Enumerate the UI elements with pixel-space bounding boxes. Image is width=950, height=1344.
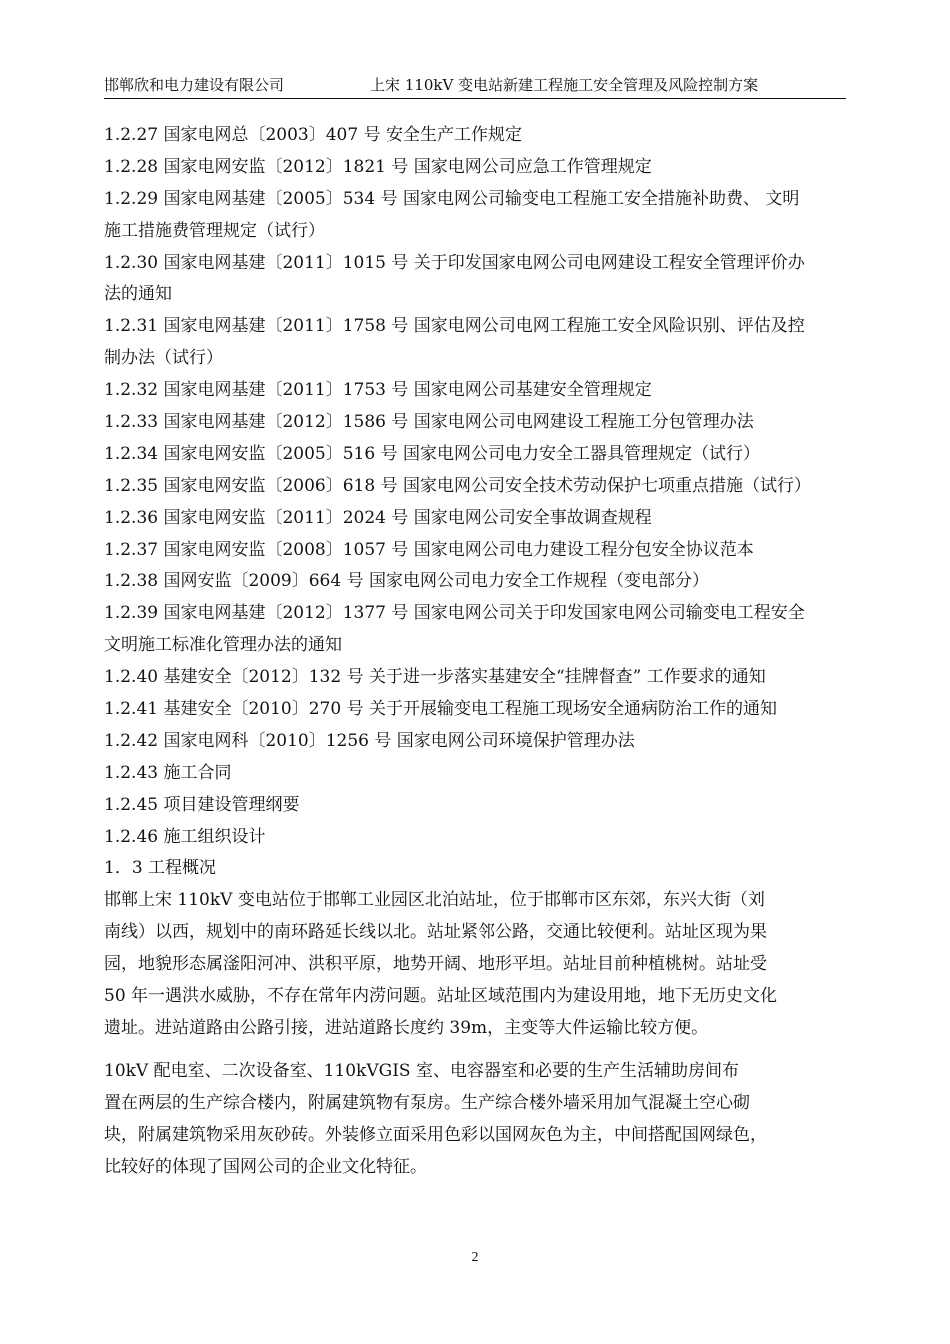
text-line: 1.2.40 基建安全〔2012〕132 号 关于进一步落实基建安全“挂牌督查” 工作要求的通知: [104, 667, 766, 688]
body-text: [104, 120, 852, 1183]
header-title: 上宋 110kV 变电站新建工程施工安全管理及风险控制方案: [370, 76, 759, 94]
text-line: 1.2.45 项目建设管理纲要: [104, 794, 300, 815]
text-line: 制办法（试行）: [104, 348, 223, 369]
text-line: 1.2.30 国家电网基建〔2011〕1015 号 关于印发国家电网公司电网建设工程安全管理评价办: [104, 252, 805, 273]
text-line: 1.2.36 国家电网安监〔2011〕2024 号 国家电网公司安全事故调查规程: [104, 507, 652, 528]
paragraph-line: 10kV 配电室、二次设备室、110kVGIS 室、电容器室和必要的生产生活辅助房间布: [104, 1060, 739, 1081]
text-line: 1.2.31 国家电网基建〔2011〕1758 号 国家电网公司电网工程施工安全风险识别、评估及控: [104, 316, 805, 337]
text-line: 1.2.35 国家电网安监〔2006〕618 号 国家电网公司安全技术劳动保护七项重点措施（试行）: [104, 475, 811, 496]
page-header: [104, 72, 846, 99]
text-line: 1.2.32 国家电网基建〔2011〕1753 号 国家电网公司基建安全管理规定: [104, 380, 652, 401]
paragraph-line: 遗址。进站道路由公路引接，进站道路长度约 39m，主变等大件运输比较方便。: [104, 1017, 709, 1038]
paragraph-line: 邯郸上宋 110kV 变电站位于邯郸工业园区北泊站址，位于邯郸市区东郊，东兴大街（刘: [104, 890, 765, 911]
text-line: 文明施工标准化管理办法的通知: [104, 635, 342, 656]
text-line: 1.2.37 国家电网安监〔2008〕1057 号 国家电网公司电力建设工程分包安全协议范本: [104, 539, 754, 560]
text-line: 1.2.34 国家电网安监〔2005〕516 号 国家电网公司电力安全工器具管理规定（试行）: [104, 443, 760, 464]
paragraph-line: 置在两层的生产综合楼内，附属建筑物有泵房。生产综合楼外墙采用加气混凝土空心砌: [104, 1092, 750, 1113]
header-company: 邯郸欣和电力建设有限公司: [104, 76, 285, 94]
paragraph-line: 块，附属建筑物采用灰砂砖。外装修立面采用色彩以国网灰色为主，中间搭配国网绿色，: [104, 1124, 767, 1145]
text-line: 1.2.29 国家电网基建〔2005〕534 号 国家电网公司输变电工程施工安全措施补助费、 文明: [104, 188, 800, 209]
paragraph-line: 50 年一遇洪水威胁，不存在常年内涝问题。站址区域范围内为建设用地，地下无历史文化: [104, 986, 778, 1007]
paragraph-spacer: [104, 1045, 852, 1056]
text-line: 1.2.46 施工组织设计: [104, 826, 266, 847]
text-line: 1.2.43 施工合同: [104, 762, 232, 783]
text-line: 1.2.39 国家电网基建〔2012〕1377 号 国家电网公司关于印发国家电网公司输变电工程安全: [104, 603, 805, 624]
text-line: 1.2.33 国家电网基建〔2012〕1586 号 国家电网公司电网建设工程施工分包管理办法: [104, 412, 754, 433]
text-line: 施工措施费管理规定（试行）: [104, 220, 325, 241]
text-line: 1.2.28 国家电网安监〔2012〕1821 号 国家电网公司应急工作管理规定: [104, 156, 652, 177]
text-line: 1.2.38 国网安监〔2009〕664 号 国家电网公司电力安全工作规程（变电部分）: [104, 571, 709, 592]
text-line: 1.2.27 国家电网总〔2003〕407 号 安全生产工作规定: [104, 125, 522, 145]
page-number: 2: [471, 1250, 479, 1265]
text-line: 1.2.42 国家电网科〔2010〕1256 号 国家电网公司环境保护管理办法: [104, 730, 635, 751]
paragraph-line: 南线）以西，规划中的南环路延长线以北。站址紧邻公路，交通比较便利。站址区现为果: [104, 922, 767, 943]
paragraph-line: 园，地貌形态属滏阳河冲、洪积平原，地势开阔、地形平坦。站址目前种植桃树。站址受: [104, 954, 767, 975]
section-heading: 1．3 工程概况: [104, 858, 217, 879]
text-line: 1.2.41 基建安全〔2010〕270 号 关于开展输变电工程施工现场安全通病防治工作的通知: [104, 699, 777, 720]
paragraph-line: 比较好的体现了国网公司的企业文化特征。: [104, 1156, 427, 1177]
text-line: 法的通知: [104, 284, 172, 305]
